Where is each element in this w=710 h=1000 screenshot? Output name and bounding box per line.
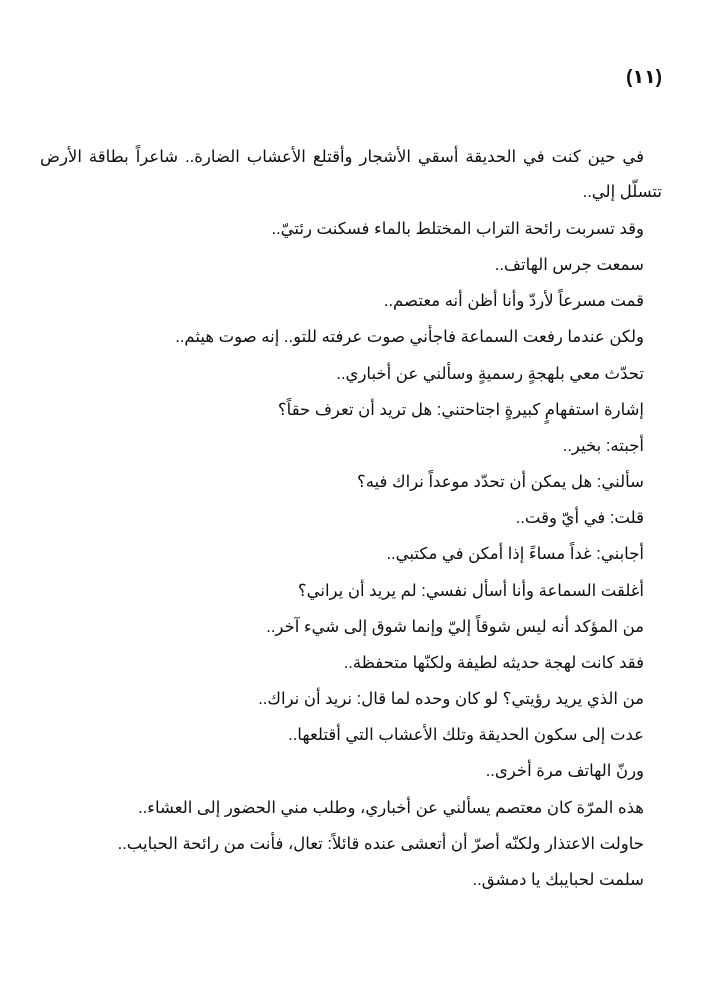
text-line: سمعت جرس الهاتف.. <box>494 256 644 275</box>
text-line: سألني: هل يمكن أن تحدّد موعداً نراك فيه؟ <box>356 473 644 492</box>
text-line: ولكن عندما رفعت السماعة فاجأني صوت عرفته للتو.. إنه صوت هيثم.. <box>175 328 644 347</box>
text-line: من المؤكد أنه ليس شوقاً إليّ وإنما شوق إلى شيء آخر.. <box>266 617 644 636</box>
paragraph-line: في حين كنت في الحديقة أسقي الأشجار وأقتلع الأعشاب الضارة.. شاعراً بطاقة الأرض <box>40 148 644 166</box>
text-line: حاولت الاعتذار ولكنّه أصرّ أن أتعشى عنده قائلاً: تعال، فأنت من رائحة الحبايب.. <box>117 834 644 853</box>
text-lines <box>44 211 644 898</box>
text-line: عدت إلى سكون الحديقة وتلك الأعشاب التي أقتلعها.. <box>288 726 644 745</box>
page-number: (١١) <box>626 67 662 88</box>
first-paragraph <box>40 140 662 210</box>
paragraph-line: تتسلّل إلي.. <box>582 183 662 201</box>
text-line: أغلقت السماعة وأنا أسأل نفسي: لم يريد أن يراني؟ <box>297 581 644 600</box>
text-line: تحدّث معي بلهجةٍ رسميةٍ وسألني عن أخباري.. <box>336 364 644 383</box>
text-line: سلمت لحبايبك يا دمشق.. <box>472 870 644 889</box>
text-line: أجبته: بخير.. <box>562 436 644 455</box>
text-line: إشارة استفهامٍ كبيرةٍ اجتاحتني: هل تريد أن تعرف حقاً؟ <box>277 400 644 419</box>
text-line: قمت مسرعاً لأردّ وأنا أظن أنه معتصم.. <box>383 292 644 311</box>
text-line: من الذي يريد رؤيتي؟ لو كان وحده لما قال: نريد أن نراك.. <box>258 690 644 709</box>
text-line: هذه المرّة كان معتصم يسألني عن أخباري، وطلب مني الحضور إلى العشاء.. <box>138 798 644 817</box>
text-line: أجابني: غداً مساءً إذا أمكن في مكتبي.. <box>386 545 644 564</box>
text-line: وقد تسربت رائحة التراب المختلط بالماء فسكنت رئتيّ.. <box>271 220 644 238</box>
text-line: قلت: في أيّ وقت.. <box>515 509 644 528</box>
text-line: فقد كانت لهجة حديثه لطيفة ولكنّها متحفظة.. <box>343 653 644 672</box>
text-line: ورنّ الهاتف مرة أخرى.. <box>485 762 644 781</box>
